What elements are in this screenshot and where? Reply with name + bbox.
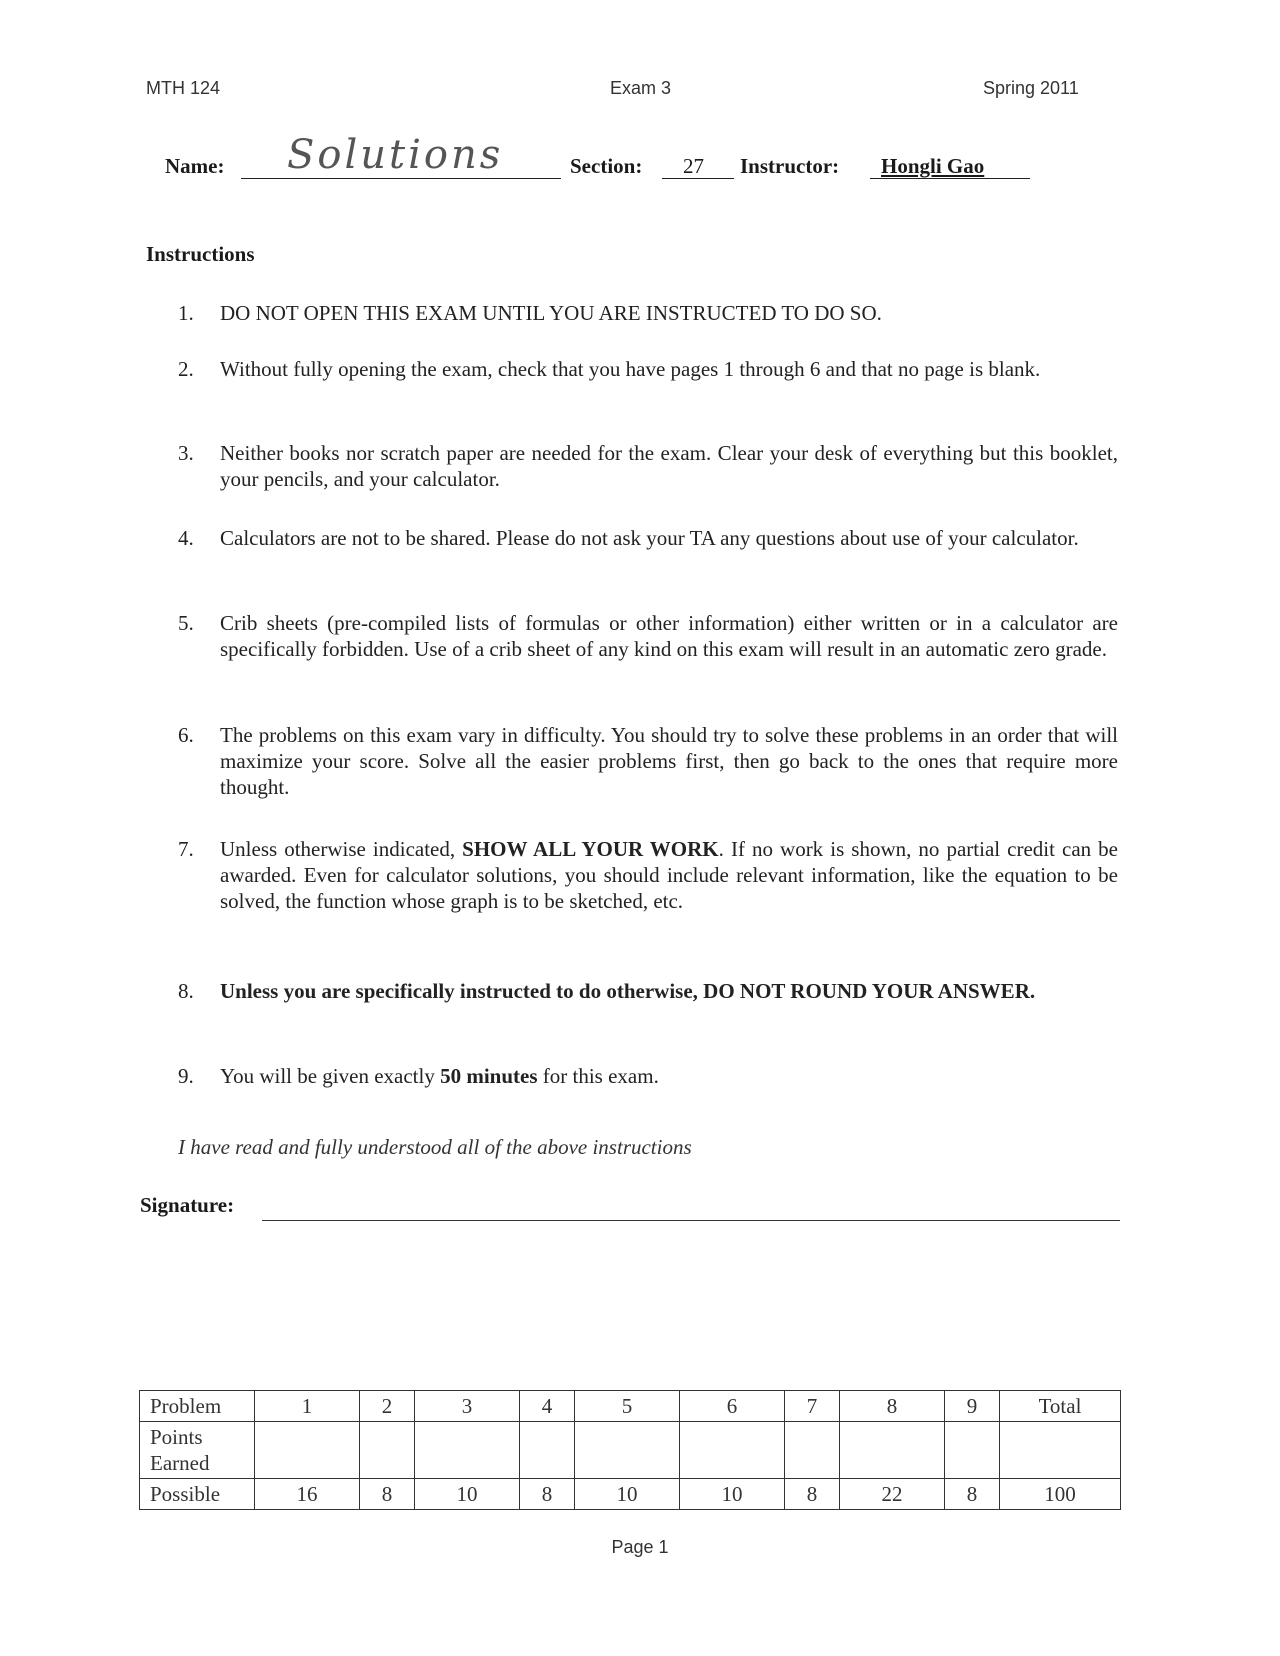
earned-cell[interactable] [680, 1422, 785, 1479]
earned-total-cell[interactable] [1000, 1422, 1121, 1479]
earned-cell[interactable] [945, 1422, 1000, 1479]
instructor-label: Instructor: [740, 154, 840, 178]
possible-points: 8 [520, 1479, 575, 1510]
instructions-title: Instructions [146, 242, 255, 266]
earned-cell[interactable] [414, 1422, 519, 1479]
handwritten-name: Solutions [287, 132, 504, 178]
possible-points: 16 [255, 1479, 360, 1510]
possible-points: 10 [680, 1479, 785, 1510]
score-table [139, 1390, 1121, 1510]
earned-cell[interactable] [520, 1422, 575, 1479]
possible-points: 22 [839, 1479, 944, 1510]
page-number: Page 1 [611, 1537, 669, 1557]
total-header: Total [1000, 1391, 1121, 1422]
possible-points-row [140, 1479, 1121, 1510]
possible-total: 100 [1000, 1479, 1121, 1510]
points-earned-row [140, 1422, 1121, 1479]
exam-term: Spring 2011 [983, 78, 1079, 98]
earned-cell[interactable] [785, 1422, 840, 1479]
earned-cell[interactable] [574, 1422, 679, 1479]
problem-number: 5 [574, 1391, 679, 1422]
problem-number: 8 [839, 1391, 944, 1422]
exam-cover-page: MTH 124 Exam 3 Spring 2011 Name: Section: 27 Instructor: Hongli Gao Solutions Instructions 1. DO NOT OPEN THIS EXAM UNTIL YOU ARE INSTRUCTED TO DO SO. 2. Without fully opening the exam, check that you have pages 1 through 6 and that no page is blank. 3. Neither books nor scratch paper are needed for the exam. Clear your desk of everything but this booklet, your pencils, and your calculator. 4. Calculators are not to be shared. Please do not ask your TA any questions about use of your calculator. 5. Crib sheets (pre-compiled lists of formulas or other information) either written or in a calculator are specifically forbidden. Use of a crib sheet of any kind on this exam will result in an automatic zero grade. 6. The problems on this exam vary in difficulty. You should try to solve these problems in an order that will maximize your score. Solve all the easier problems first, then go back to the ones that require more thought. 7. Unless otherwise indicated, SHOW ALL YOUR WORK. If no work is shown, no partial credit can be awarded. Even for calculator solutions, you should include relevant information, like the equation to be solved, the function whose graph is to be sketched, etc. 8. Unless you are specifically instructed to do otherwise, DO NOT ROUND YOUR ANSWER. 9. You will be given exactly 50 minutes for this exam. I have read and fully understood all of the above instructions Signature: Problem 1 2 3 4 5 6 7 8 9 Total Points Earned Possible 16 8 10 8 10 10 8 22 8 100 Page 1 [0, 0, 1280, 1656]
section-label: Section: [570, 154, 643, 178]
problem-number: 2 [360, 1391, 415, 1422]
problem-number: 1 [255, 1391, 360, 1422]
possible-points: 8 [785, 1479, 840, 1510]
time-limit-emphasis: 50 minutes [440, 1064, 538, 1088]
signature-label: Signature: [140, 1193, 235, 1217]
earned-cell[interactable] [839, 1422, 944, 1479]
course-code: MTH 124 [146, 78, 221, 98]
problem-row [140, 1391, 1121, 1422]
show-work-emphasis: SHOW ALL YOUR WORK [462, 837, 719, 861]
instructor-value: Hongli Gao [881, 154, 985, 178]
name-label: Name: [165, 154, 225, 178]
points-earned-label: Points Earned [140, 1422, 255, 1479]
earned-cell[interactable] [360, 1422, 415, 1479]
problem-row-label: Problem [140, 1391, 255, 1422]
possible-points: 10 [574, 1479, 679, 1510]
possible-points: 10 [414, 1479, 519, 1510]
problem-number: 3 [414, 1391, 519, 1422]
name-underline [241, 178, 561, 179]
problem-number: 9 [945, 1391, 1000, 1422]
acknowledgement-statement: I have read and fully understood all of the above instructions [178, 1135, 692, 1159]
possible-label: Possible [140, 1479, 255, 1510]
exam-title: Exam 3 [610, 78, 672, 98]
signature-line[interactable] [262, 1220, 1120, 1221]
problem-number: 6 [680, 1391, 785, 1422]
earned-cell[interactable] [255, 1422, 360, 1479]
possible-points: 8 [360, 1479, 415, 1510]
section-value: 27 [683, 154, 704, 178]
problem-number: 7 [785, 1391, 840, 1422]
possible-points: 8 [945, 1479, 1000, 1510]
problem-number: 4 [520, 1391, 575, 1422]
